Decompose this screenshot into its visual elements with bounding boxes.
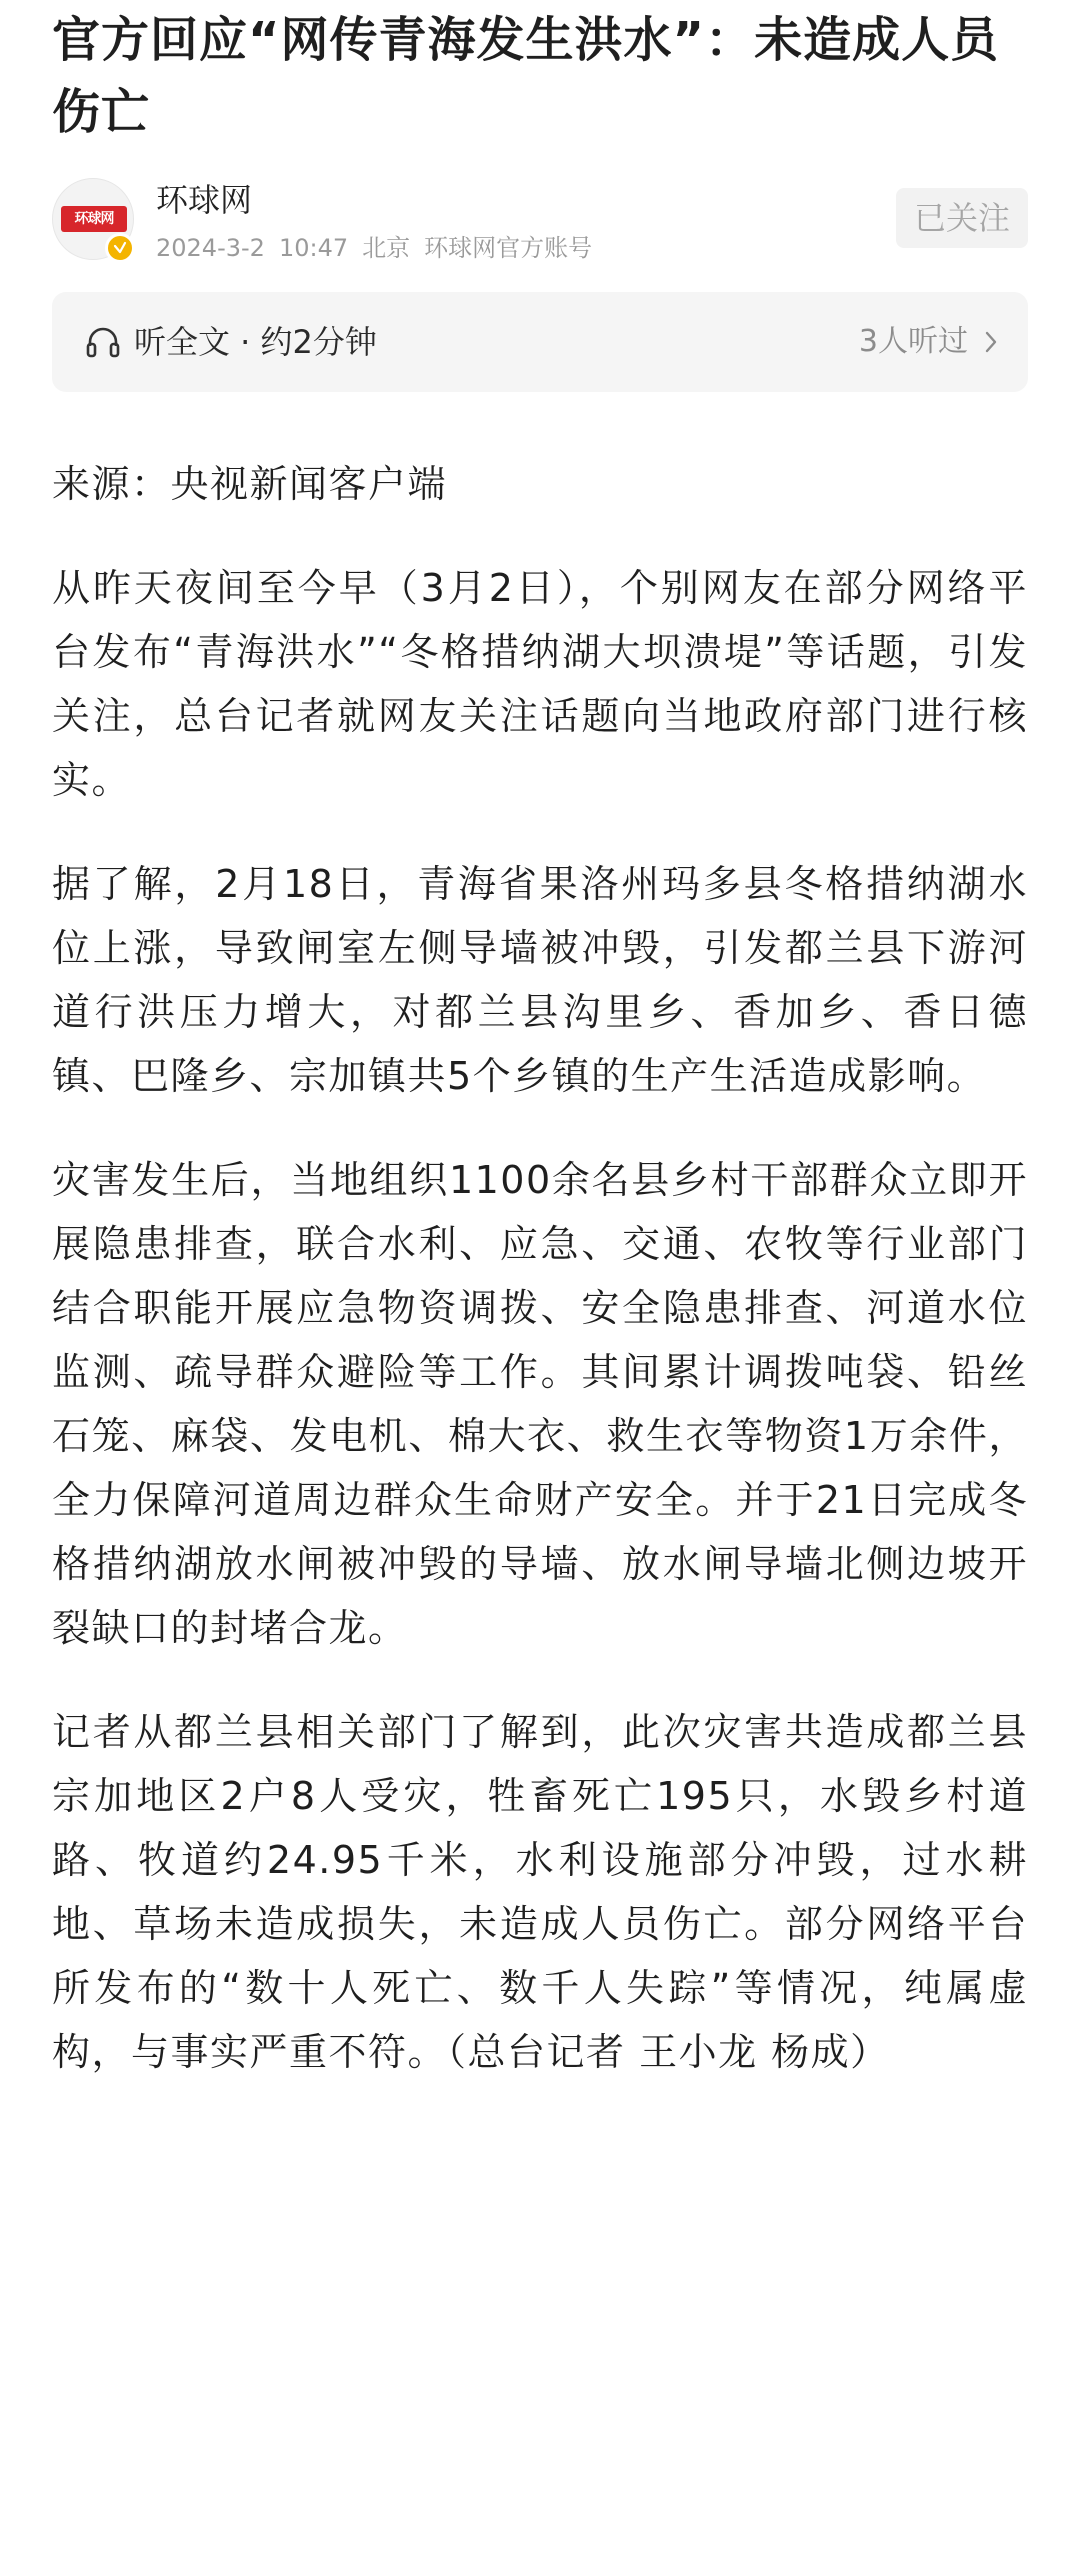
publish-location: 北京 [362,234,411,262]
account-type: 环球网官方账号 [424,234,593,262]
article-paragraph-4: 记者从都兰县相关部门了解到，此次灾害共造成都兰县宗加地区2户8人受灾，牲畜死亡195只，水毁乡村道路、牧道约24.95千米，水利设施部分冲毁，过水耕地、草场未造成损失，未造成人员伤亡。部分网络平台所发布的“数十人死亡、数千人失踪”等情况，纯属虚构，与事实严重不符。（总台记者 王小龙 杨成） [52,1710,1028,2074]
headphone-icon [86,326,120,358]
article-source: 来源：央视新闻客户端 [52,462,448,506]
chevron-right-icon [984,330,998,354]
avatar-logo: 环球网 [61,206,127,232]
listener-count: 3人听过 [858,324,968,359]
publish-time: 10:47 [278,234,349,262]
article-paragraph-2: 据了解，2月18日，青海省果洛州玛多县冬格措纳湖水位上涨，导致闸室左侧导墙被冲毁，引发都兰县下游河道行洪压力增大，对都兰县沟里乡、香加乡、香日德镇、巴隆乡、宗加镇共5个乡镇的生产生活造成影响。 [52,862,1028,1098]
article-paragraph-3: 灾害发生后，当地组织1100余名县乡村干部群众立即开展隐患排查，联合水利、应急、交通、农牧等行业部门结合职能开展应急物资调拨、安全隐患排查、河道水位监测、疏导群众避险等工作。其间累计调拨吨袋、铅丝石笼、麻袋、发电机、棉大衣、救生衣等物资1万余件，全力保障河道周边群众生命财产安全。并于21日完成冬格措纳湖放水闸被冲毁的导墙、放水闸导墙北侧边坡开裂缺口的封堵合龙。 [52,1158,1028,1650]
publish-date: 2024-3-2 [156,234,265,262]
listen-bar[interactable] [52,292,1028,392]
verified-check-icon [112,240,128,256]
article-paragraph-1: 从昨天夜间至今早（3月2日），个别网友在部分网络平台发布“青海洪水”“冬格措纳湖大坝溃堤”等话题，引发关注，总台记者就网友关注话题向当地政府部门进行核实。 [52,566,1028,802]
verified-icon [105,233,135,263]
article-title: 官方回应“网传青海发生洪水”：未造成人员伤亡 [52,12,1000,140]
listen-label: 听全文 · 约2分钟 [134,323,377,361]
follow-button[interactable]: 已关注 [896,188,1028,248]
author-row [52,178,1028,288]
author-meta [156,232,606,264]
author-name[interactable]: 环球网 [156,181,253,219]
avatar[interactable] [52,178,134,260]
